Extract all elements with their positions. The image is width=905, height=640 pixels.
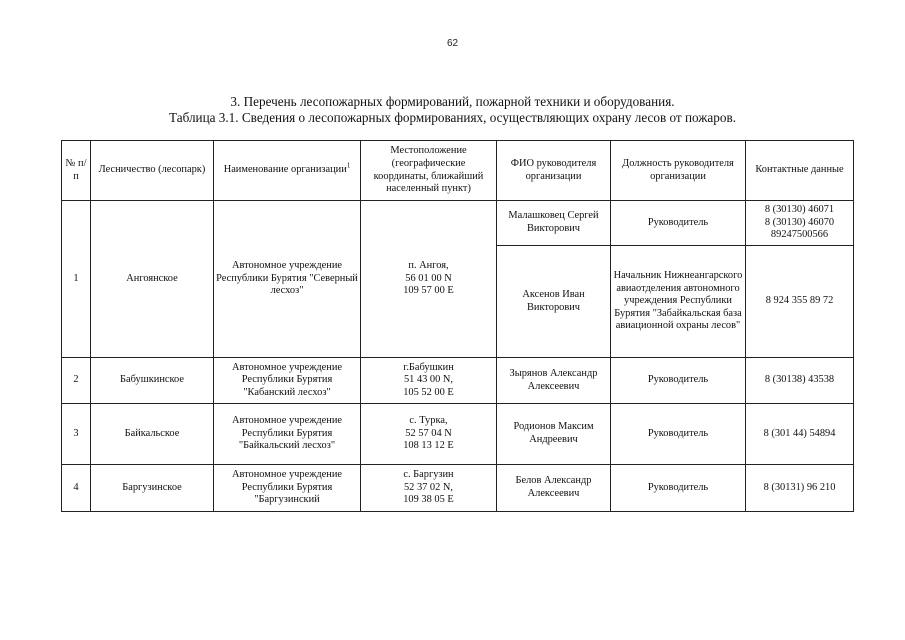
table-row [62,358,854,404]
cell-forestry: Байкальское [91,404,214,465]
location-lon: 105 52 00 E [403,386,454,398]
contact-phone: 8 (30130) 46071 [764,204,835,216]
cell-fio: Зырянов Александр Алексеевич [497,358,611,404]
cell-forestry: Бабушкинское [91,358,214,404]
cell-num: 1 [62,201,91,358]
cell-contacts: 8 (30138) 43538 [746,358,854,404]
location-lon: 109 57 00 E [403,285,454,297]
location-lon: 108 13 12 E [403,440,454,452]
table-row [62,465,854,512]
cell-contacts: 8 (30131) 96 210 [746,465,854,512]
cell-fio: Аксенов Иван Викторович [497,246,611,358]
cell-org: Автономное учреждение Республики Бурятия "Северный лесхоз" [214,201,361,358]
header-num: № п/п [62,141,91,201]
header-position: Должность руководителя организации [611,141,746,201]
cell-position: Начальник Нижнеангарского авиаотделения автономного учреждения Республики Бурятия "Забайкальская база авиационной охраны лесов" [611,246,746,358]
location-lat: 51 43 00 N, [403,374,454,386]
heading-line-1: 3. Перечень лесопожарных формирований, пожарной техники и оборудования. [230,94,675,109]
formations-table [61,140,854,512]
table-row [62,201,854,246]
header-forestry: Лесничество (лесопарк) [91,141,214,201]
cell-fio: Родионов Максим Андреевич [497,404,611,465]
cell-num: 3 [62,404,91,465]
cell-org: Автономное учреждение Республики Бурятия "Кабанский лесхоз" [214,358,361,404]
document-heading [0,94,905,126]
cell-num: 4 [62,465,91,512]
cell-location [361,465,497,512]
header-org-footnote: 1 [346,161,351,170]
location-lat: 56 01 00 N [405,272,452,284]
cell-forestry: Ангоянское [91,201,214,358]
table-row [62,404,854,465]
cell-contacts [746,201,854,246]
table-header-row [62,141,854,201]
location-place: п. Ангоя, [408,260,449,272]
contact-phone: 89247500566 [770,229,829,241]
header-org-text: Наименование организации [223,164,347,176]
cell-position: Руководитель [611,201,746,246]
cell-location [361,404,497,465]
cell-position: Руководитель [611,404,746,465]
header-location: Местоположение (географические координаты, ближайший населенный пункт) [361,141,497,201]
location-lon: 109 38 05 E [403,494,454,506]
page-number: 62 [446,38,459,49]
header-contacts: Контактные данные [746,141,854,201]
contact-phone: 8 (30130) 46070 [764,216,835,228]
cell-location [361,358,497,404]
cell-fio: Белов Александр Алексеевич [497,465,611,512]
cell-forestry: Баргузинское [91,465,214,512]
cell-location [361,201,497,358]
heading-line-2: Таблица 3.1. Сведения о лесопожарных формированиях, осуществляющих охрану лесов от пожаров. [168,110,736,125]
cell-org: Автономное учреждение Республики Бурятия "Байкальский лесхоз" [214,404,361,465]
location-place: с. Турка, [409,415,448,427]
location-place: с. Баргузин [403,469,454,481]
cell-num: 2 [62,358,91,404]
header-org [214,141,361,201]
cell-org: Автономное учреждение Республики Бурятия "Баргузинский [214,465,361,512]
location-lat: 52 37 02 N, [403,481,454,493]
cell-fio: Малашковец Сергей Викторович [497,201,611,246]
cell-contacts: 8 924 355 89 72 [746,246,854,358]
cell-position: Руководитель [611,465,746,512]
location-place: г.Бабушкин [403,361,454,373]
location-lat: 52 57 04 N [405,427,452,439]
cell-contacts: 8 (301 44) 54894 [746,404,854,465]
cell-position: Руководитель [611,358,746,404]
header-fio: ФИО руководителя организации [497,141,611,201]
